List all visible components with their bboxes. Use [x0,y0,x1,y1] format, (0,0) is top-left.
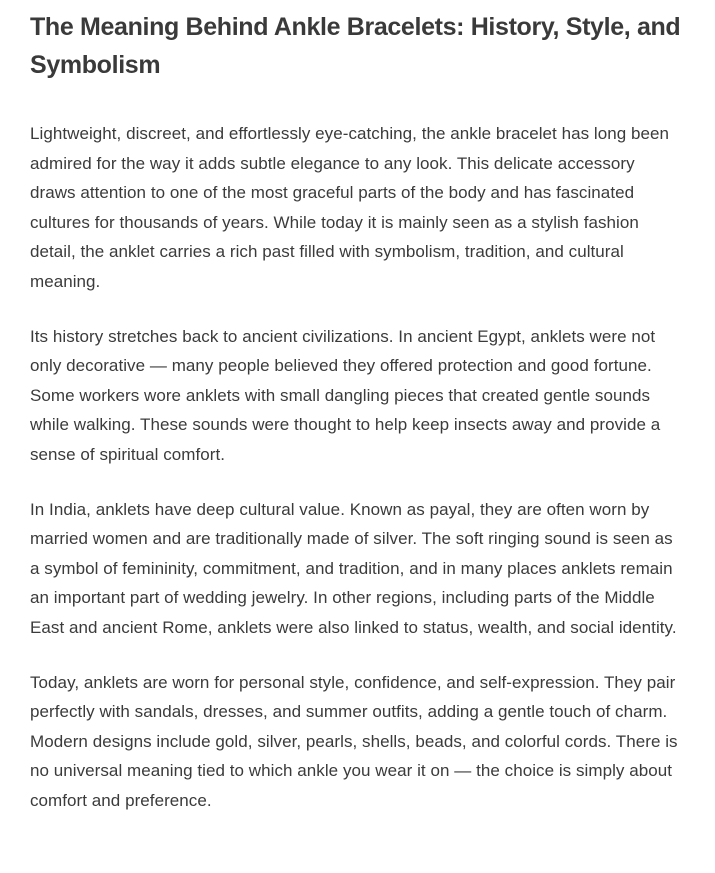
article-paragraph-india: In India, anklets have deep cultural value. Known as payal, they are often worn by married women and are traditionally made of silver. The soft ringing sound is seen as a symbol of femininity, commitment, and tradition, and in many places anklets remain an important part of wedding jewelry. In other regions, including parts of the Middle East and ancient Rome, anklets were also linked to status, wealth, and social identity. [30,499,677,637]
article-paragraph-today: Today, anklets are worn for personal style, confidence, and self-expression. They pair perfectly with sandals, dresses, and summer outfits, adding a gentle touch of charm. Modern designs include gold, silver, pearls, shells, beads, and colorful cords. There is no universal meaning tied to which ankle you wear it on — the choice is simply about comfort and preference. [30,672,678,810]
article-title: The Meaning Behind Ankle Bracelets: History, Style, and Symbolism [30,13,681,79]
article-paragraph-intro: Lightweight, discreet, and effortlessly eye-catching, the ankle bracelet has long been admired for the way it adds subtle elegance to any look. This delicate accessory draws attention to one of the most graceful parts of the body and has fascinated cultures for thousands of years. While today it is mainly seen as a stylish fashion detail, the anklet carries a rich past filled with symbolism, tradition, and cultural meaning. [30,124,670,291]
article-paragraph-history: Its history stretches back to ancient civilizations. In ancient Egypt, anklets were not only decorative — many people believed they offered protection and good fortune. Some workers wore anklets with small dangling pieces that created gentle sounds while walking. These sounds were thought to help keep insects away and provide a sense of spiritual comfort. [30,326,661,464]
